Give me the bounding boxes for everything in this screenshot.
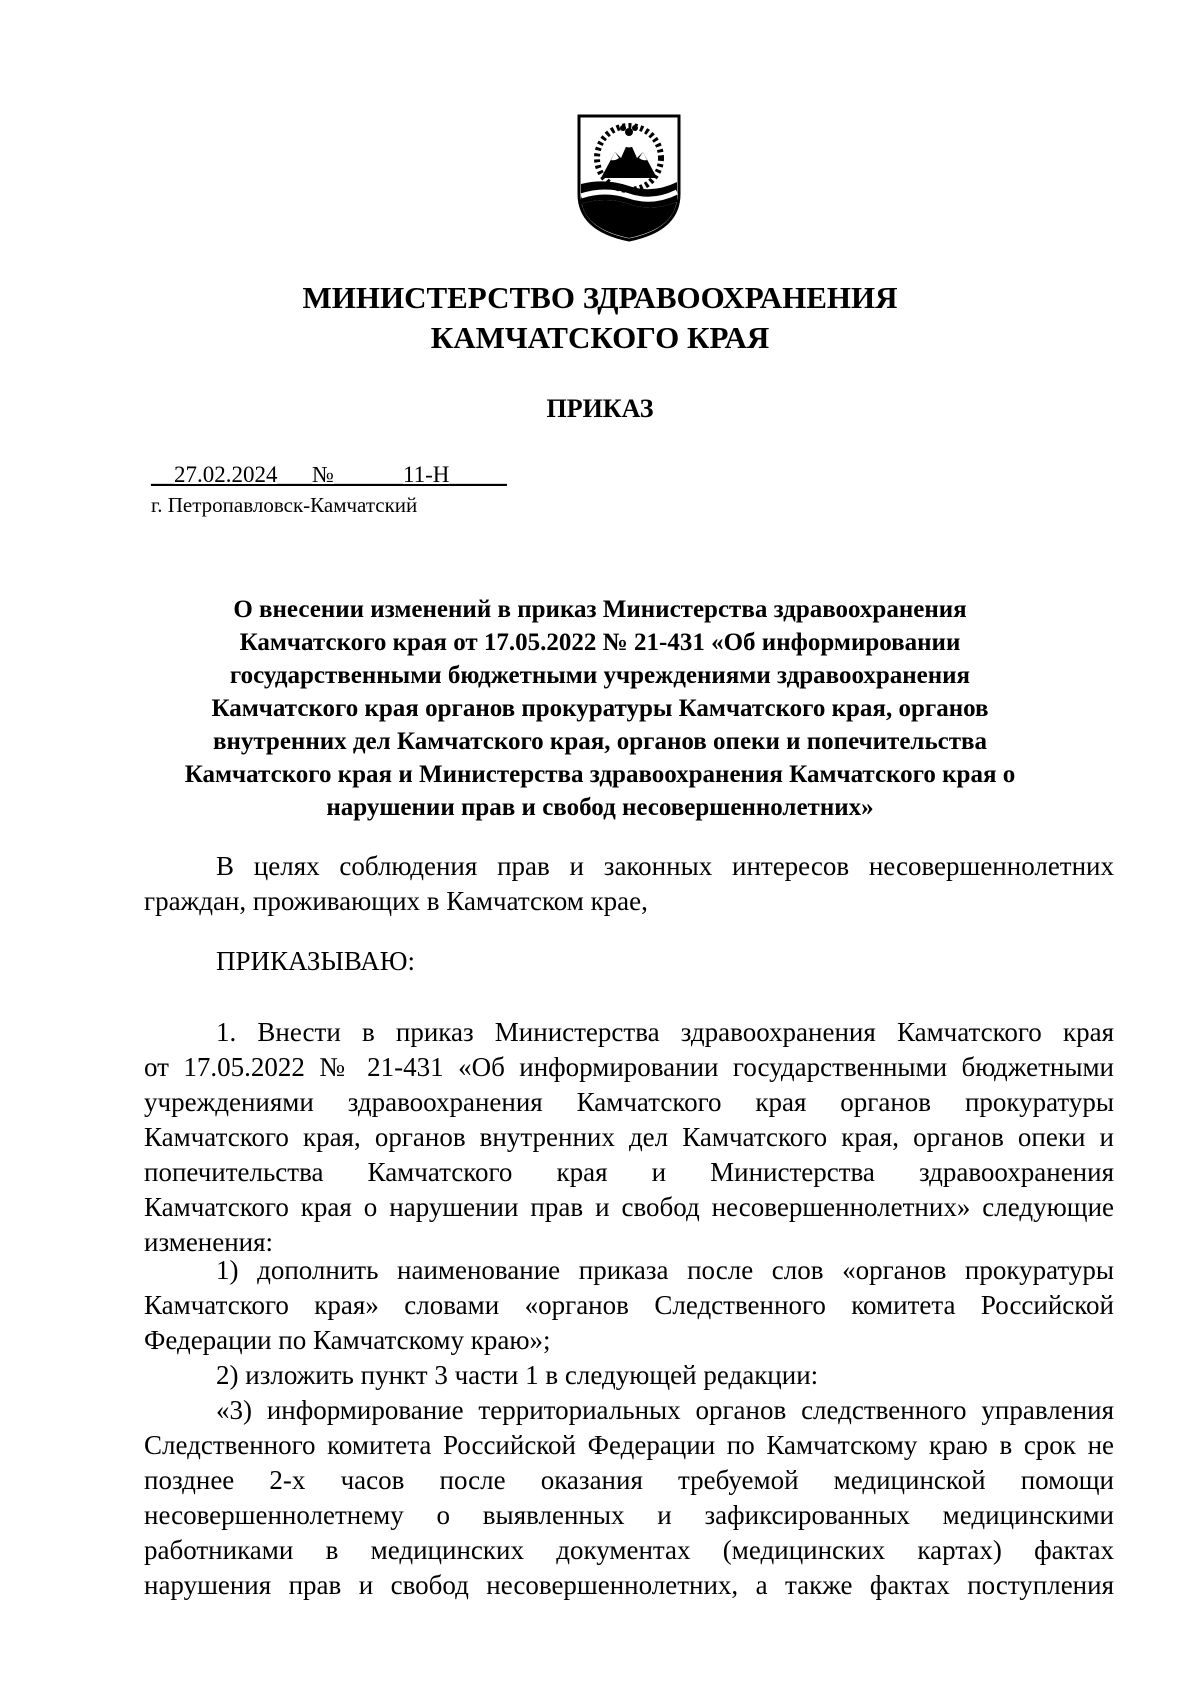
paragraph-line: «3) информирование территориальных органов следственного управления bbox=[216, 1395, 1114, 1425]
paragraph-line: Камчатского края» словами «органов Следственного комитета Российской bbox=[144, 1290, 1114, 1320]
paragraph-line: попечительства Камчатского края и Министерства здравоохранения bbox=[144, 1157, 1114, 1187]
city-name: г. Петропавловск-Камчатский bbox=[151, 493, 418, 517]
subject-line: внутренних дел Камчатского края, органов опеки и попечительства bbox=[212, 728, 988, 755]
subject-line: Камчатского края и Министерства здравоохранения Камчатского края о bbox=[184, 761, 1016, 788]
coat-of-arms-icon bbox=[575, 112, 683, 244]
decree-word: ПРИКАЗЫВАЮ: bbox=[216, 946, 415, 976]
paragraph-line: 1) дополнить наименование приказа после слов «органов прокуратуры bbox=[216, 1255, 1114, 1285]
paragraph-line: нарушения прав и свобод несовершеннолетних, а также фактах поступления bbox=[144, 1570, 1114, 1600]
order-subject bbox=[130, 593, 1070, 824]
date-number-line bbox=[151, 461, 507, 489]
subitem-3-paragraph bbox=[144, 1393, 1114, 1603]
subject-line: Камчатского края от 17.05.2022 № 21-431 «Об информировании bbox=[239, 629, 961, 656]
document-type: ПРИКАЗ bbox=[546, 394, 654, 423]
paragraph-line: 1. Внести в приказ Министерства здравоохранения Камчатского края bbox=[216, 1017, 1114, 1047]
paragraph-line: Федерации по Камчатскому краю»; bbox=[144, 1325, 551, 1355]
subject-line: О внесении изменений в приказ Министерства здравоохранения bbox=[233, 596, 967, 623]
subject-line: государственными бюджетными учреждениями здравоохранения bbox=[229, 662, 971, 689]
intro-paragraph: В целях соблюдения прав и законных интересов несовершеннолетних граждан, проживающих в Камчатском крае, bbox=[144, 851, 1114, 916]
number-label: ___№______ bbox=[277, 462, 403, 487]
paragraph-line: Следственного комитета Российской Федерации по Камчатскому краю в срок не bbox=[144, 1430, 1114, 1460]
paragraph-line: от 17.05.2022 № 21-431 «Об информировании государственными бюджетными bbox=[144, 1052, 1114, 1082]
subject-line: нарушении прав и свобод несовершеннолетних» bbox=[326, 794, 874, 821]
paragraph-line: учреждениями здравоохранения Камчатского края органов прокуратуры bbox=[144, 1087, 1114, 1117]
subject-line: Камчатского края органов прокуратуры Камчатского края, органов bbox=[211, 695, 989, 722]
item-1-paragraph bbox=[144, 1015, 1114, 1260]
order-date: 27.02.2024 bbox=[174, 462, 278, 487]
ministry-title-line2: КАМЧАТСКОГО КРАЯ bbox=[430, 320, 770, 355]
subitem-1-paragraph bbox=[144, 1253, 1114, 1358]
paragraph-line: несовершеннолетнему о выявленных и зафиксированных медицинскими bbox=[144, 1500, 1114, 1530]
subitem-2-paragraph bbox=[144, 1358, 1114, 1393]
date-underline-prefix: __ bbox=[151, 462, 174, 487]
paragraph-line: Камчатского края о нарушении прав и свобод несовершеннолетних» следующие bbox=[144, 1192, 1114, 1222]
paragraph-line: изменения: bbox=[144, 1227, 274, 1257]
ministry-title bbox=[140, 278, 1060, 358]
ministry-title-line1: МИНИСТЕРСТВО ЗДРАВООХРАНЕНИЯ bbox=[302, 280, 898, 315]
order-number: 11-Н bbox=[402, 462, 450, 487]
paragraph-line: 2) изложить пункт 3 части 1 в следующей редакции: bbox=[216, 1360, 819, 1390]
number-underline-suffix: _____ bbox=[449, 462, 507, 487]
paragraph-line: работниками в медицинских документах (медицинских картах) фактах bbox=[144, 1535, 1114, 1565]
paragraph-line: позднее 2-х часов после оказания требуемой медицинской помощи bbox=[144, 1465, 1114, 1495]
paragraph-line: Камчатского края, органов внутренних дел Камчатского края, органов опеки и bbox=[144, 1122, 1114, 1152]
